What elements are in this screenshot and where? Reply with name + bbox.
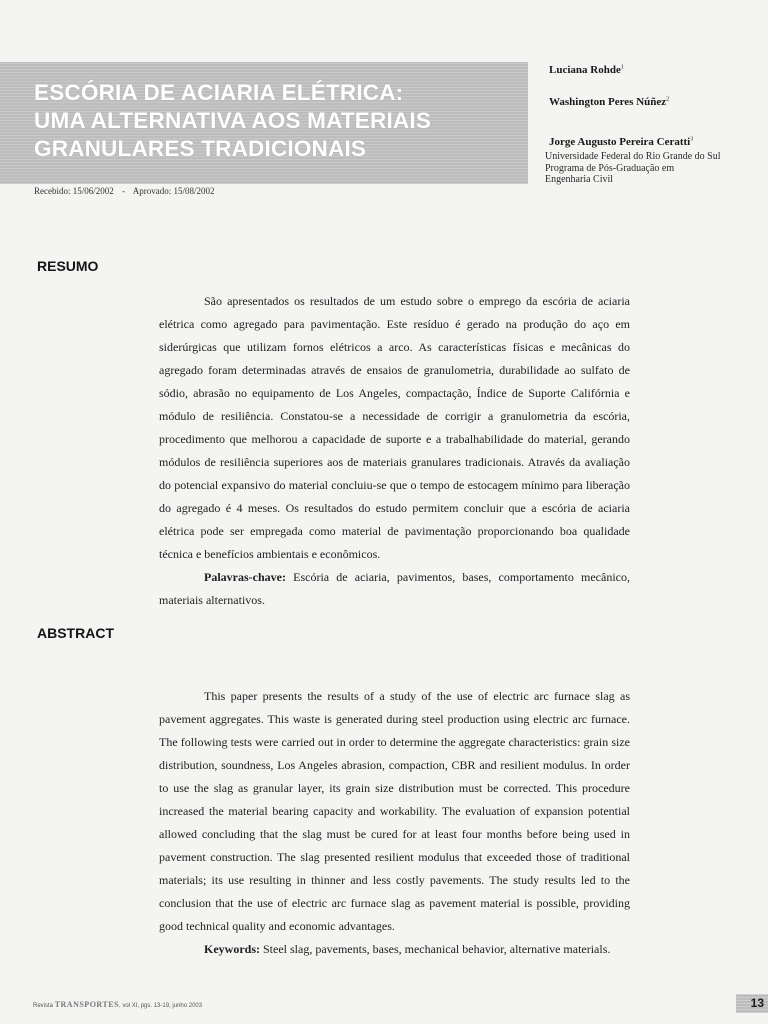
resumo-body — [159, 290, 630, 612]
title-banner — [0, 62, 528, 184]
approved-date: Aprovado: 15/08/2002 — [132, 186, 215, 196]
author-3 — [549, 136, 693, 148]
resumo-heading: RESUMO — [37, 258, 99, 274]
keywords-label: Palavras-chave: — [204, 570, 286, 584]
footer-prefix: Revista — [33, 1003, 55, 1009]
article-title-line-3: GRANULARES TRADICIONAIS — [34, 136, 367, 161]
author-name: Washington Peres Núñez — [549, 96, 667, 108]
keywords-text: Escória de aciaria, pavimentos, bases, comportamento mecânico, materiais alternativos. — [159, 570, 630, 607]
affiliation-line-3: Engenharia Civil — [545, 174, 614, 185]
resumo-keywords — [159, 566, 630, 612]
affiliation-line-2: Programa de Pós-Graduação em — [545, 162, 675, 174]
article-title-line-2: UMA ALTERNATIVA AOS MATERIAIS — [34, 108, 432, 133]
footer-citation: , vol XI, pgs. 13-19, junho 2003 — [119, 1003, 203, 1009]
received-date: Recebido: 15/06/2002 — [34, 186, 114, 196]
author-mark: 3 — [690, 136, 694, 143]
keywords-label: Keywords: — [204, 942, 260, 956]
author-mark: 2 — [666, 96, 670, 103]
abstract-keywords — [159, 938, 630, 961]
abstract-heading: ABSTRACT — [37, 625, 114, 641]
abstract-body — [159, 685, 630, 961]
author-mark: 1 — [620, 64, 624, 71]
journal-brand: TRANSPORTES — [54, 1000, 120, 1009]
author-1 — [549, 64, 624, 76]
journal-footer — [33, 1000, 202, 1009]
article-title-line-1: ESCÓRIA DE ACIARIA ELÉTRICA: — [34, 80, 404, 105]
page-number: 13 — [736, 994, 768, 1013]
author-2 — [549, 96, 669, 108]
abstract-paragraph: This paper presents the results of a study of the use of electric arc furnace slag as pavement aggregates. This waste is generated during steel production using electric arc furnace. The following tests were carried out in order to determine the aggregate characteristics: grain size distribution, soundness, Los Angeles abrasion, compaction, CBR and resilient modulus. In order to use the slag as granular layer, its grain size distribution must be corrected. This procedure increased the material bearing capacity and workability. The evaluation of expansion potential allowed concluding that the slag must be cured for at least four months before being used in pavement construction. The slag presented resilient modulus that exceeded those of traditional materials; its use resulting in thinner and less costly pavements. The study results led to the conclusion that the use of electric arc furnace slag as pavement material is possible, providing good technical quality and economic advantages. — [159, 689, 630, 933]
author-name: Luciana Rohde — [549, 64, 621, 76]
submission-dates — [34, 186, 221, 196]
author-name: Jorge Augusto Pereira Ceratti — [549, 136, 691, 148]
resumo-paragraph: São apresentados os resultados de um estudo sobre o emprego da escória de aciaria elétrica como agregado para pavimentação. Este resíduo é gerado na produção do aço em siderúrgicas que utilizam fornos elétricos a arco. As características físicas e mecânicas do agregado foram determinadas através de ensaios de granulometria, durabilidade ao sulfato de sódio, abrasão no equipamento de Los Angeles, compactação, Índice de Suporte Califórnia e módulo de resiliência. Constatou-se a necessidade de corrigir a granulometria da escória, procedimento que melhorou a capacidade de suporte e a trabalhabilidade do material, gerando módulos de resiliência superiores aos de materiais granulares tradicionais. Através da avaliação do potencial expansivo do material concluiu-se que o tempo de estocagem mínimo para liberação do agregado é 4 meses. Os resultados do estudo permitem concluir que a escória de aciaria elétrica pode ser empregada como material de pavimentação proporcionando boa qualidade técnica e benefícios ambientais e econômicos. — [159, 294, 630, 561]
keywords-text: Steel slag, pavements, bases, mechanical behavior, alternative materials. — [260, 942, 611, 956]
affiliation-line-1: Universidade Federal do Rio Grande do Sul — [545, 151, 721, 162]
date-separator: - — [122, 186, 125, 196]
author-affiliation — [545, 151, 721, 186]
